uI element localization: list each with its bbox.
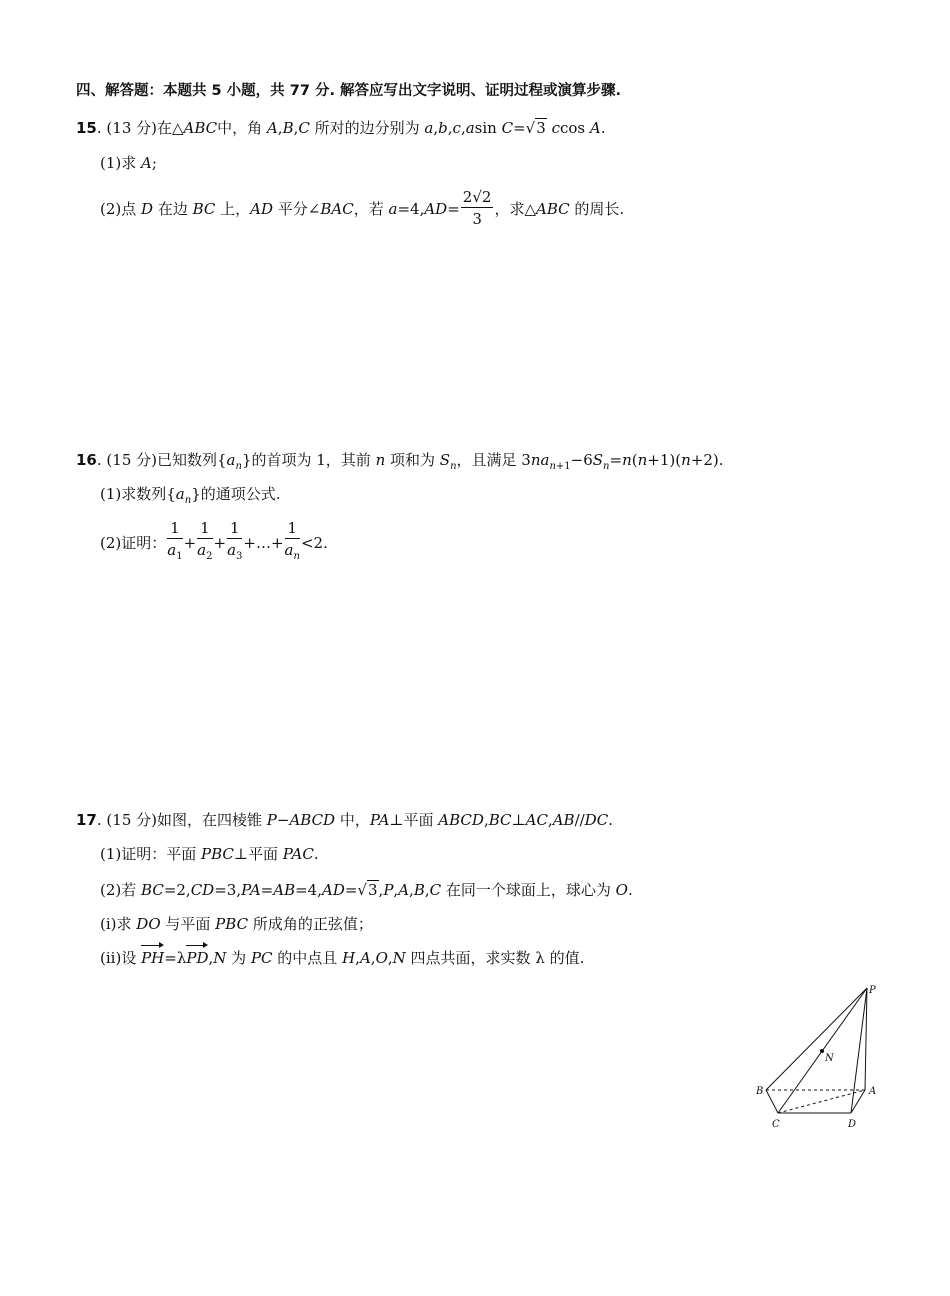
q16-stem: 16. (15 分)已知数列$\{a_n\}$的首项为 1，其前 n 项和为 $S_n$，且满足 $3na_{n+1}-6S_n=n(n+1)(n+2)$. [76,451,724,472]
q17-number: 17 [76,811,97,829]
pyramid-figure [748,980,888,1130]
edge-ca [778,1090,865,1113]
label-a: A [869,1086,877,1097]
q16-number: 16 [76,451,97,469]
label-c: C [772,1119,780,1130]
point-n [820,1049,824,1053]
ad-fraction: $\frac{2√2}{3}$ [462,188,492,228]
edge-pb [766,988,867,1090]
q15-part2: (2)点 D 在边 BC 上，AD 平分∠BAC，若 a=4,AD= $\frac{2√2}{3}$ ，求△ABC 的周长. [100,188,625,228]
q16-part1: (1)求数列$\{a_n\}$的通项公式. [100,485,281,506]
label-b: B [756,1086,764,1097]
label-d: D [848,1119,857,1130]
edge-bc [766,1090,778,1113]
q15-stem: 15. (13 分)在△ABC中，角 A,B,C 所对的边分别为 a,b,c,asin C=√3 ccos A. [76,119,606,137]
q17-sub2: (ii)设 PH=λPD,N 为 PC 的中点且 H,A,O,N 四点共面，求实数 λ 的值. [100,949,585,967]
q17-part2: (2)若 BC=2,CD=3,PA=AB=4,AD=√3,P,A,B,C 在同一个球面上，球心为 O. [100,881,633,899]
q16-part2: (2)证明： $\frac{1}{a_1}$ + $\frac{1}{a_2}$ + $\frac{1}{a_3}$ +…+ $\frac{1}{a_n}$ <2. [100,519,328,562]
q17-sub1: (i)求 DO 与平面 PBC 所成角的正弦值； [100,915,373,933]
q17-stem: 17. (15 分)如图，在四棱锥 P−ABCD 中，PA⊥平面 ABCD,BC⊥AC,AB//DC. [76,811,613,829]
q15-score: (13 分) [106,119,157,137]
q17-part1: (1)证明：平面 PBC⊥平面 PAC. [100,845,319,863]
label-p: P [869,985,876,996]
q15-part1: (1)求 A; [100,154,157,172]
q17-score: (15 分) [106,811,157,829]
q16-score: (15 分) [106,451,157,469]
label-n: N [825,1053,834,1064]
section-title: 四、解答题：本题共 5 小题，共 77 分. 解答应写出文字说明、证明过程或演算步骤. [76,83,622,99]
q15-number: 15 [76,119,97,137]
